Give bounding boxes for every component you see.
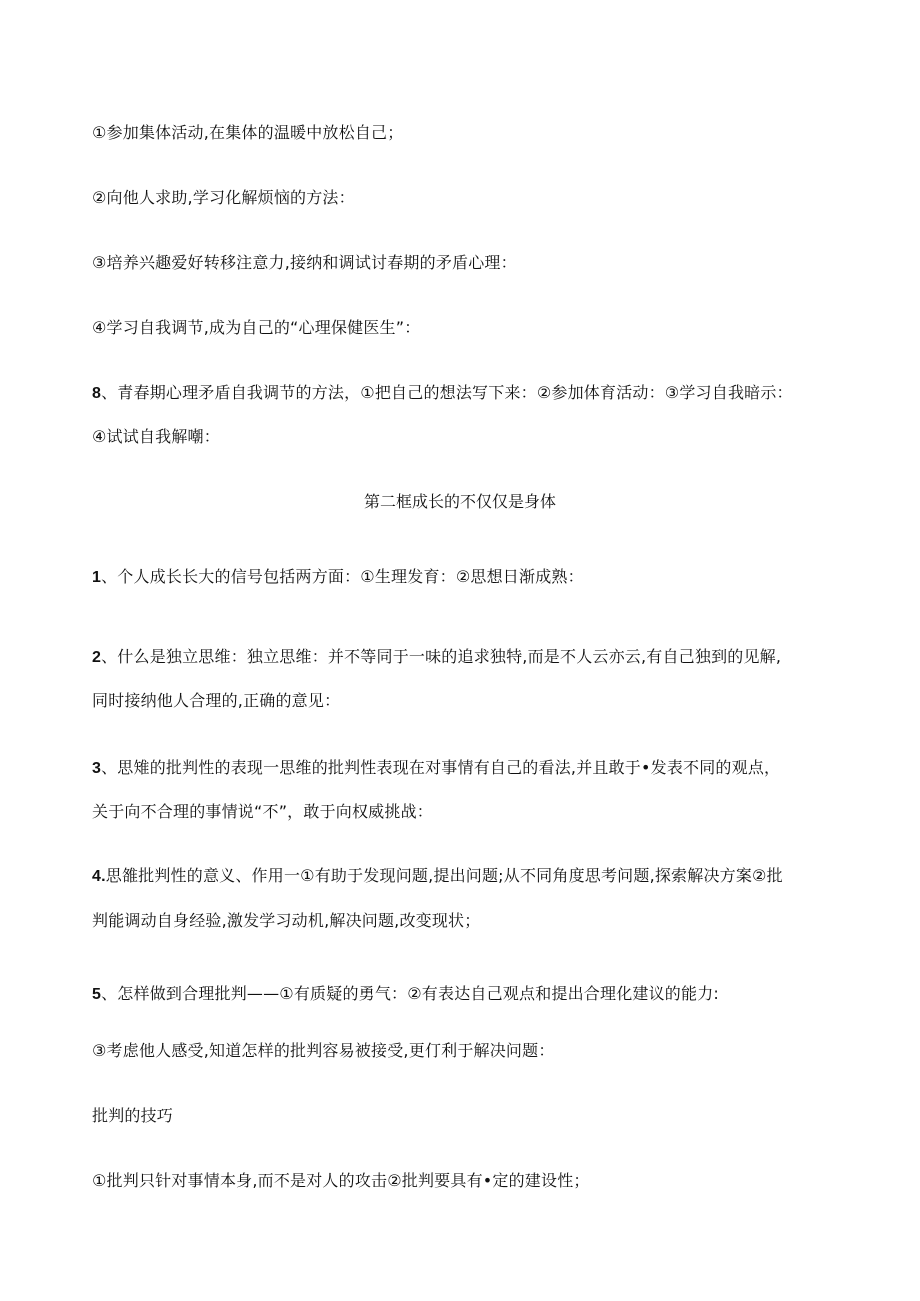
item-4-line1 xyxy=(92,865,783,888)
item-text: 、思雉的批判性的表现一思维的批判性表现在对事情有自己的看法,并且敢于•发表不同的观点， xyxy=(101,758,781,777)
item-5-line2: ③考虑他人感受,知道怎样的批判容易被接受,更仃利于解决问题： xyxy=(92,1041,555,1060)
item-number: 8 xyxy=(92,385,102,402)
paragraph-line: ④学习自我调节,成为自己的“心理保健医生”： xyxy=(92,318,421,337)
section-heading: 第二框成长的不仅仅是身体 xyxy=(363,492,556,511)
item-text: 、个人成长长大的信号包括两方面：①生理发育：②思想日渐成熟： xyxy=(101,567,584,586)
item-number: 5 xyxy=(92,986,102,1003)
item-3-line2: 关于向不合理的事情说“不”，敢于向权威挑战： xyxy=(92,802,433,821)
paragraph-line: ①参加集体活动,在集体的温暖中放松自己； xyxy=(92,123,404,142)
item-8-line2: ④试试自我解嘲： xyxy=(92,427,220,446)
item-text: 、青春期心理矛盾自我调节的方法，①把自己的想法写下来：②参加体育活动：③学习自我暗示： xyxy=(101,383,793,402)
item-number: 2 xyxy=(92,649,102,666)
item-1-line1 xyxy=(92,566,584,589)
item-3-line1 xyxy=(92,757,780,780)
item-text: 思雒批判性的意义、作用一①有助于发现问题,提出问题;从不同角度思考问题,探索解决方案②批 xyxy=(105,866,783,885)
paragraph-line: ②向他人求助,学习化解烦恼的方法： xyxy=(92,188,355,207)
skills-line: ①批判只针对事情本身,而不是对人的攻击②批判要具有•定的建设性； xyxy=(92,1171,590,1190)
paragraph-line: ③培养兴趣爱好转移注意力,接纳和调试讨春期的矛盾心理： xyxy=(92,253,517,272)
skills-title: 批判的技巧 xyxy=(92,1106,174,1125)
item-2-line2: 同时接纳他人合理的,正确的意见： xyxy=(92,691,341,710)
item-8-line1 xyxy=(92,382,793,405)
item-number: 1 xyxy=(92,569,102,586)
item-5-line1 xyxy=(92,983,719,1006)
item-2-line1 xyxy=(92,646,781,669)
item-4-line2: 判能调动自身经验,激发学习动机,解决问题,改变现状； xyxy=(92,911,481,930)
item-number: 4. xyxy=(92,868,106,885)
item-number: 3 xyxy=(92,760,102,777)
item-text: 、什么是独立思维：独立思维：并不等同于一味的追求独特,而是不人云亦云,有自己独到的见解, xyxy=(101,647,782,666)
item-text: 、怎样做到合理批判——①有质疑的勇气：②有表达自己观点和提出合理化建议的能力: xyxy=(101,984,719,1003)
